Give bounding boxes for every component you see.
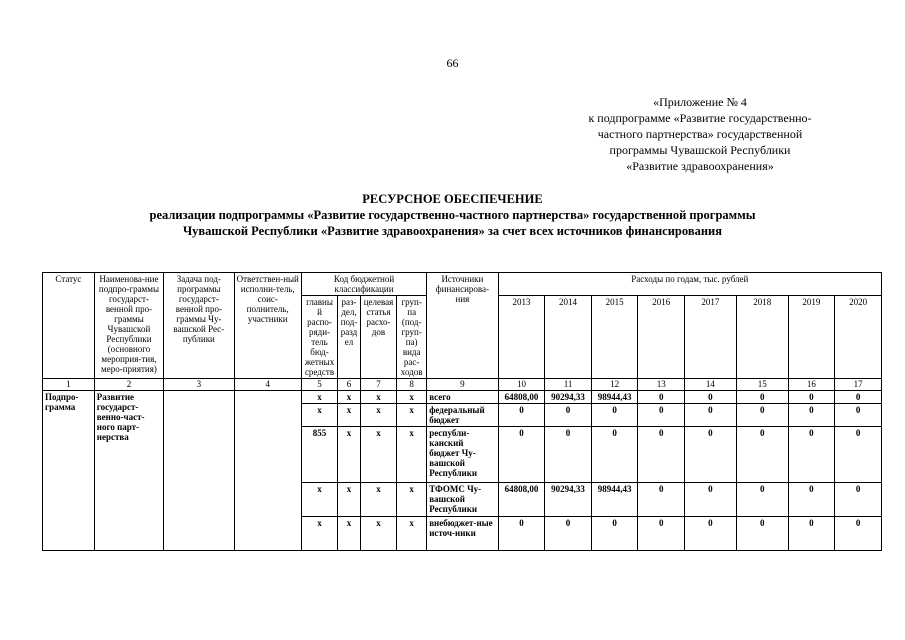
code-target-cell: x: [360, 391, 396, 404]
column-number: 5: [301, 379, 337, 391]
header-name: Наименова-ние подпро-граммы государст-венной про-граммы Чувашской Республики (основного мероприя-тия, меро-приятия): [94, 273, 163, 379]
value-cell: 0: [638, 517, 685, 551]
value-cell: 64808,00: [498, 391, 545, 404]
value-cell: 0: [498, 404, 545, 427]
header-expenses: Расходы по годам, тыс. рублей: [498, 273, 881, 296]
code-target-cell: x: [360, 427, 396, 483]
status-cell: Подпро-грамма: [43, 391, 95, 551]
value-cell: 0: [591, 404, 638, 427]
header-year: 2017: [685, 296, 737, 379]
value-cell: 0: [736, 427, 788, 483]
column-number: 7: [360, 379, 396, 391]
header-code-group: груп-па (под-груп-па) вида рас-ходов: [397, 296, 427, 379]
value-cell: 0: [788, 404, 835, 427]
code-target-cell: x: [360, 483, 396, 517]
value-cell: 0: [591, 517, 638, 551]
value-cell: 0: [835, 427, 882, 483]
header-year: 2016: [638, 296, 685, 379]
value-cell: 64808,00: [498, 483, 545, 517]
code-group-cell: x: [397, 427, 427, 483]
value-cell: 0: [685, 427, 737, 483]
source-cell: республи-канский бюджет Чу-вашской Республики: [427, 427, 498, 483]
table-row: [43, 391, 882, 404]
responsible-cell: [234, 391, 301, 551]
value-cell: 0: [835, 483, 882, 517]
code-group-cell: x: [397, 483, 427, 517]
value-cell: 0: [498, 517, 545, 551]
header-code-section: раз-дел, под-раздел: [338, 296, 361, 379]
value-cell: 0: [638, 427, 685, 483]
source-cell: внебюджет-ные источ-ники: [427, 517, 498, 551]
appendix-line: «Развитие здравоохранения»: [626, 159, 774, 173]
appendix-note: [540, 94, 860, 174]
value-cell: 0: [736, 483, 788, 517]
value-cell: 0: [545, 427, 592, 483]
value-cell: 0: [788, 427, 835, 483]
document-title: [60, 191, 845, 239]
appendix-line: программы Чувашской Республики: [609, 143, 791, 157]
column-number: 13: [638, 379, 685, 391]
header-code-target: целевая статья расхо-дов: [360, 296, 396, 379]
value-cell: 0: [685, 391, 737, 404]
code-main-cell: 855: [301, 427, 337, 483]
value-cell: 0: [835, 404, 882, 427]
value-cell: 0: [685, 483, 737, 517]
appendix-line: частного партнерства» государственной: [597, 127, 803, 141]
column-number-row: [43, 379, 882, 391]
header-year: 2013: [498, 296, 545, 379]
header-year: 2015: [591, 296, 638, 379]
column-number: 2: [94, 379, 163, 391]
code-target-cell: x: [360, 404, 396, 427]
header-sources: Источники финансирова-ния: [427, 273, 498, 379]
appendix-line: к подпрограмме «Развитие государственно-: [588, 111, 812, 125]
task-cell: [164, 391, 234, 551]
source-cell: всего: [427, 391, 498, 404]
value-cell: 0: [788, 483, 835, 517]
column-number: 6: [338, 379, 361, 391]
column-number: 16: [788, 379, 835, 391]
value-cell: 0: [545, 404, 592, 427]
code-section-cell: x: [338, 483, 361, 517]
code-main-cell: x: [301, 483, 337, 517]
value-cell: 98944,43: [591, 483, 638, 517]
column-number: 9: [427, 379, 498, 391]
code-main-cell: x: [301, 404, 337, 427]
code-main-cell: x: [301, 391, 337, 404]
column-number: 10: [498, 379, 545, 391]
header-year: 2018: [736, 296, 788, 379]
code-section-cell: x: [338, 391, 361, 404]
value-cell: 98944,43: [591, 391, 638, 404]
value-cell: 0: [545, 517, 592, 551]
value-cell: 0: [638, 483, 685, 517]
header-code-main: главный распо-ряди-тель бюд-жетных средств: [301, 296, 337, 379]
column-number: 15: [736, 379, 788, 391]
column-number: 3: [164, 379, 234, 391]
title-line-2: реализации подпрограммы «Развитие государственно-частного партнерства» государственной программы: [149, 208, 756, 222]
header-year: 2020: [835, 296, 882, 379]
column-number: 12: [591, 379, 638, 391]
code-target-cell: x: [360, 517, 396, 551]
header-task: Задача под-программы государст-венной про-граммы Чу-вашской Рес-публики: [164, 273, 234, 379]
appendix-line: «Приложение № 4: [653, 95, 747, 109]
value-cell: 0: [685, 404, 737, 427]
value-cell: 90294,33: [545, 391, 592, 404]
header-responsible: Ответствен-ный исполни-тель, соис-полнитель, участники: [234, 273, 301, 379]
header-status: Статус: [43, 273, 95, 379]
code-group-cell: x: [397, 517, 427, 551]
column-number: 11: [545, 379, 592, 391]
value-cell: 0: [835, 391, 882, 404]
value-cell: 0: [788, 391, 835, 404]
header-year: 2014: [545, 296, 592, 379]
code-section-cell: x: [338, 427, 361, 483]
value-cell: 0: [736, 517, 788, 551]
code-main-cell: x: [301, 517, 337, 551]
page-number: 66: [446, 56, 459, 70]
column-number: 8: [397, 379, 427, 391]
value-cell: 0: [835, 517, 882, 551]
value-cell: 0: [736, 404, 788, 427]
code-group-cell: x: [397, 404, 427, 427]
value-cell: 0: [638, 391, 685, 404]
value-cell: 90294,33: [545, 483, 592, 517]
value-cell: 0: [736, 391, 788, 404]
column-number: 4: [234, 379, 301, 391]
column-number: 17: [835, 379, 882, 391]
value-cell: 0: [498, 427, 545, 483]
title-line-3: Чувашской Республики «Развитие здравоохранения» за счет всех источников финансирования: [183, 224, 722, 238]
header-year: 2019: [788, 296, 835, 379]
value-cell: 0: [638, 404, 685, 427]
header-budget-code: Код бюджетной классификации: [301, 273, 426, 296]
title-line-1: РЕСУРСНОЕ ОБЕСПЕЧЕНИЕ: [362, 192, 543, 206]
column-number: 14: [685, 379, 737, 391]
code-group-cell: x: [397, 391, 427, 404]
source-cell: ТФОМС Чу-вашской Республики: [427, 483, 498, 517]
name-cell: Развитие государст-венно-част-ного парт-нерства: [94, 391, 163, 551]
source-cell: федеральный бюджет: [427, 404, 498, 427]
code-section-cell: x: [338, 404, 361, 427]
value-cell: 0: [788, 517, 835, 551]
code-section-cell: x: [338, 517, 361, 551]
resource-table: [42, 272, 882, 551]
value-cell: 0: [685, 517, 737, 551]
column-number: 1: [43, 379, 95, 391]
value-cell: 0: [591, 427, 638, 483]
